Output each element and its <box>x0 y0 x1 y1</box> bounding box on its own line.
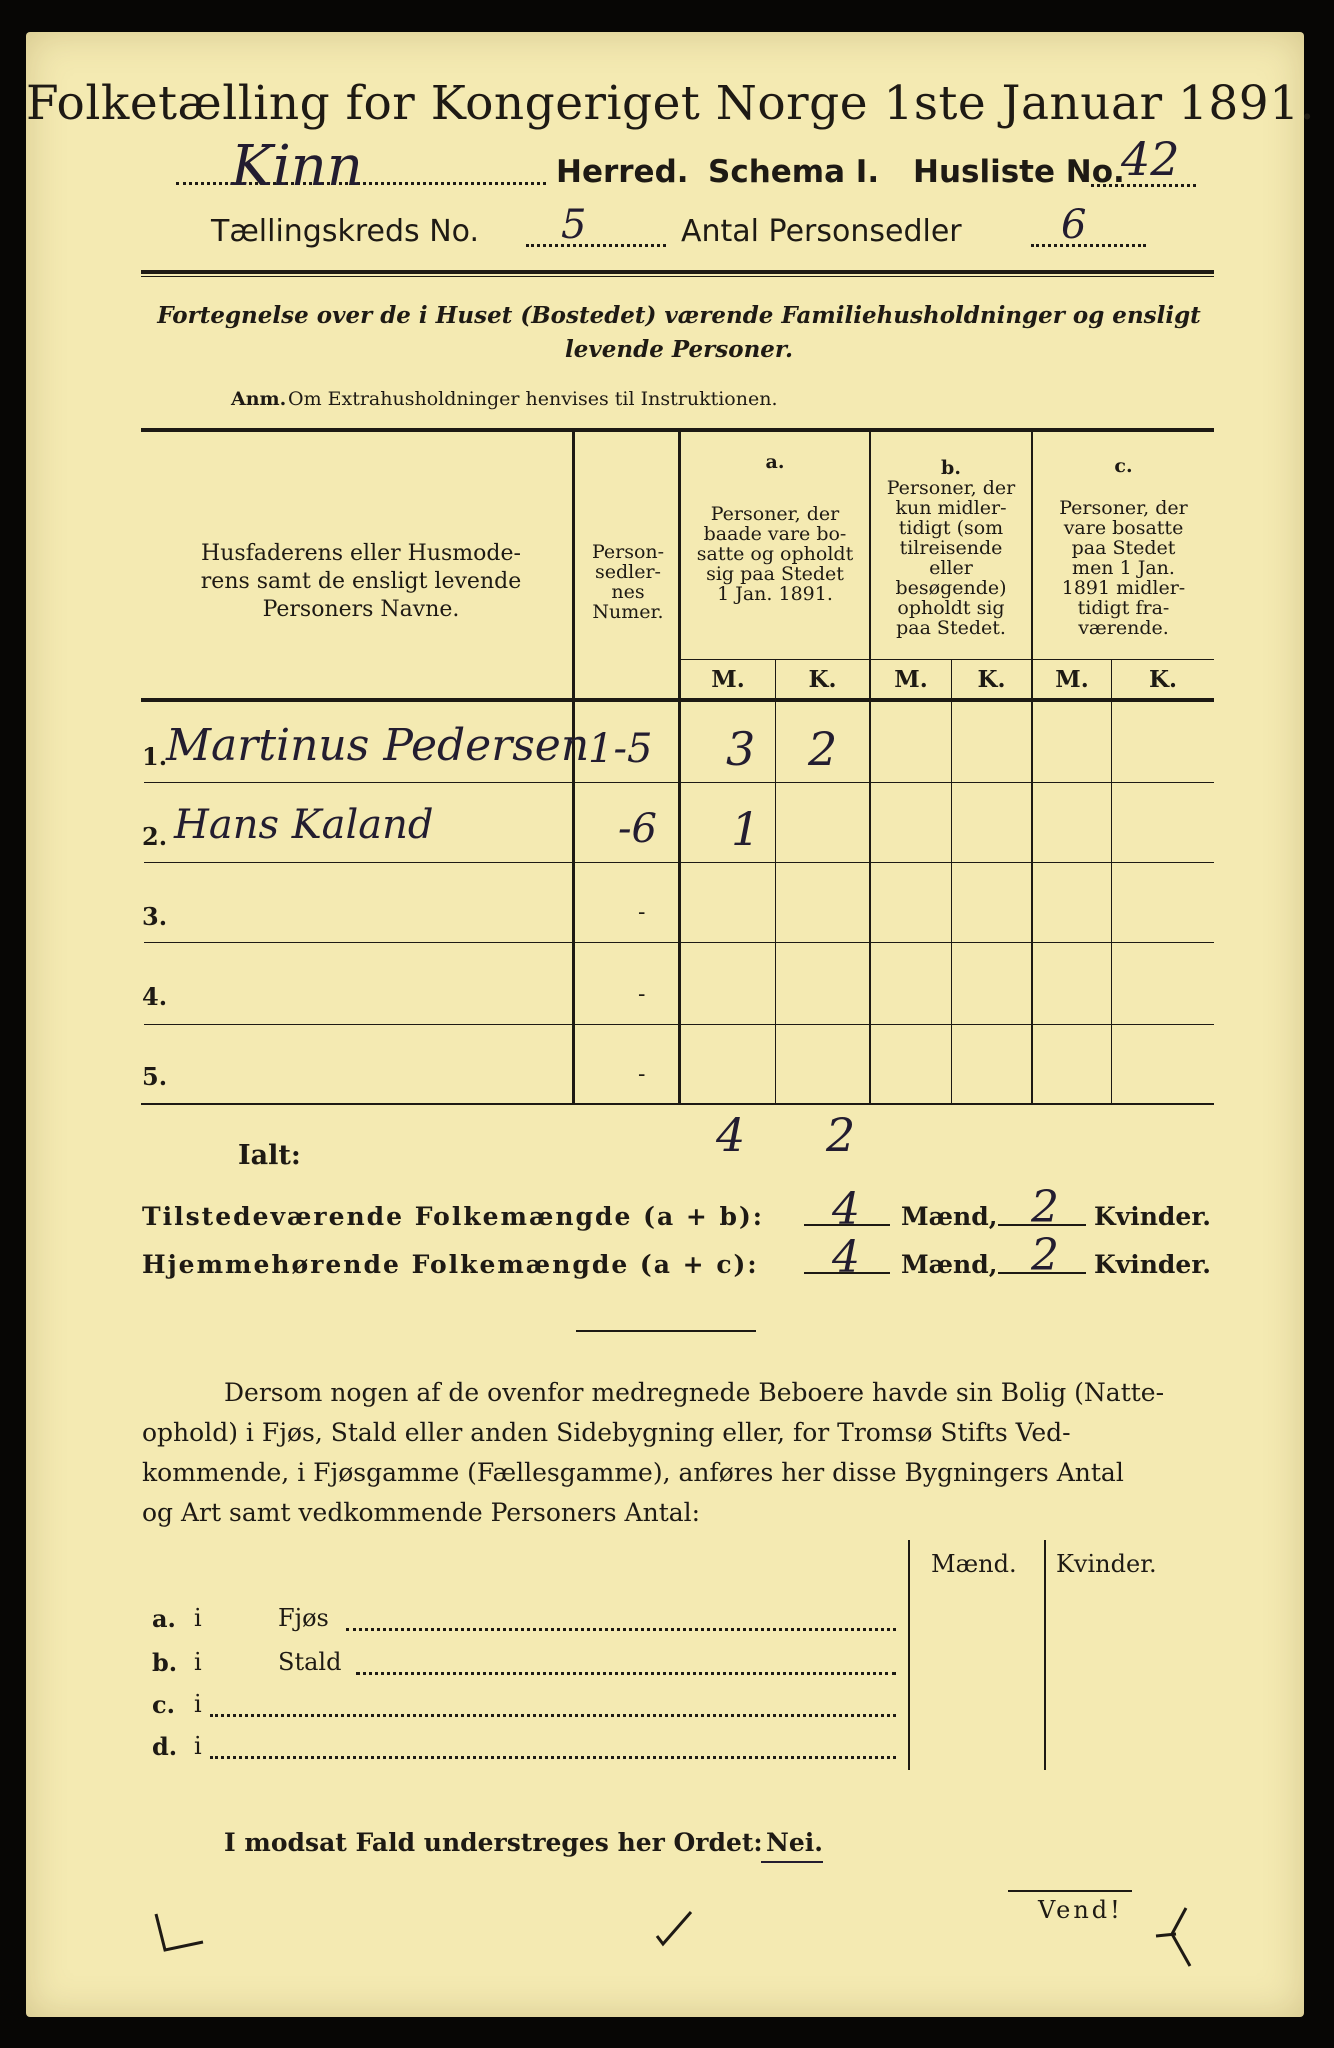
row-1-a-k: 2 <box>808 722 838 776</box>
herred-label: Herred. <box>556 154 689 190</box>
husliste-label: Husliste No. <box>913 154 1125 190</box>
vend-text: Vend! <box>1038 1896 1123 1924</box>
building-a-i: i <box>194 1604 202 1632</box>
building-c-dots <box>210 1714 896 1717</box>
paragraph-line-1: Dersom nogen af de ovenfor medregnede Beboere havde sin Bolig (Natte- <box>224 1378 1165 1407</box>
corner-ornament-left <box>151 1912 211 1962</box>
building-a-name: Fjøs <box>278 1604 329 1632</box>
col-divider-c-mk <box>1111 660 1112 1103</box>
buildings-kvinder-header: Kvinder. <box>1056 1550 1157 1578</box>
row-2-name: Hans Kaland <box>174 802 434 848</box>
row-4-number: 4. <box>142 982 168 1011</box>
col-divider-b-mk <box>951 660 952 1103</box>
census-form-sheet <box>26 32 1316 2017</box>
row-3-person-num: - <box>638 900 646 925</box>
subtitle-line2: levende Personer. <box>565 336 793 363</box>
anm-label: Anm. <box>231 388 287 410</box>
ialt-k: 2 <box>826 1108 856 1162</box>
paragraph-line-4: og Art samt vedkommende Personers Antal: <box>142 1498 701 1527</box>
building-b-i: i <box>194 1648 202 1676</box>
subtitle-line1: Fortegnelse over de i Huset (Bostedet) værende Familiehusholdninger og ensligt <box>157 302 1201 329</box>
nei-word: Nei. <box>766 1828 823 1857</box>
header-a-letter: a. <box>765 451 785 473</box>
building-b-letter: b. <box>152 1648 178 1677</box>
nei-underline <box>761 1861 823 1863</box>
modsat-text: I modsat Fald understreges her Ordet: <box>224 1828 763 1857</box>
header-b: Personer, der kun midler- tidigt (som tilreisende eller besøgende) opholdt sig paa Stedet. <box>886 477 1016 639</box>
ialt-label: Ialt: <box>238 1140 301 1171</box>
header-rule <box>141 270 1214 274</box>
header-c-letter: c. <box>1114 455 1133 477</box>
header-rule-thin <box>141 276 1214 277</box>
building-c-letter: c. <box>152 1690 175 1719</box>
row-5-person-num: - <box>638 1062 646 1087</box>
form-title: Folketælling for Kongeriget Norge 1ste Januar 1891. <box>26 76 1316 131</box>
row-1-person-num: 1-5 <box>588 726 653 772</box>
building-d-i: i <box>194 1732 202 1760</box>
col-divider-a-mk <box>775 660 776 1103</box>
tilst-kvinder: Kvinder. <box>1094 1202 1211 1231</box>
c-m-label: M. <box>1055 666 1089 693</box>
anm-text: Om Extrahusholdninger henvises til Instruktionen. <box>288 388 778 410</box>
schema-label: Schema I. <box>708 154 880 190</box>
b-k-label: K. <box>977 666 1006 693</box>
a-k-label: K. <box>808 666 837 693</box>
row-rule-3 <box>144 942 1214 943</box>
tilst-maend: Mænd, <box>901 1202 998 1231</box>
row-1-name: Martinus Pedersen <box>166 720 590 771</box>
kreds-dotted-line <box>526 244 666 247</box>
tilst-label: Tilstedeværende Folkemængde (a + b): <box>142 1202 765 1231</box>
hjem-maend: Mænd, <box>901 1250 998 1279</box>
antal-label: Antal Personsedler <box>681 214 962 249</box>
antal-value: 6 <box>1061 202 1087 248</box>
tilst-m: 4 <box>832 1184 860 1235</box>
row-1-number: 1. <box>142 742 168 771</box>
kreds-label: Tællingskreds No. <box>211 214 479 249</box>
row-2-person-num: -6 <box>618 806 657 852</box>
section-divider <box>576 1330 756 1332</box>
header-a: Personer, der baade vare bo- satte og opholdt sig paa Stedet 1 Jan. 1891. <box>696 503 854 605</box>
row-5-number: 5. <box>142 1062 168 1091</box>
buildings-maend-header: Mænd. <box>931 1550 1017 1578</box>
row-3-number: 3. <box>142 902 168 931</box>
building-a-dots <box>346 1628 896 1631</box>
building-d-letter: d. <box>152 1732 178 1761</box>
vend-rule <box>1008 1890 1132 1892</box>
row-rule-2 <box>144 862 1214 863</box>
ialt-m: 4 <box>716 1108 746 1162</box>
antal-dotted-line <box>1031 244 1146 247</box>
row-rule-1 <box>144 782 1214 783</box>
corner-ornament-right <box>1146 1904 1206 1974</box>
hjem-kvinder: Kvinder. <box>1094 1250 1211 1279</box>
header-names: Husfaderens eller Husmode- rens samt de ensligt levende Personers Navne. <box>200 541 522 622</box>
a-m-label: M. <box>711 666 745 693</box>
building-b-dots <box>356 1672 896 1675</box>
paragraph-line-2: ophold) i Fjøs, Stald eller anden Sidebygning eller, for Tromsø Stifts Ved- <box>142 1418 1071 1447</box>
hjem-m: 4 <box>832 1232 860 1283</box>
buildings-divider-2 <box>1044 1540 1046 1770</box>
corner-ornament-center <box>651 1908 701 1958</box>
table-bottom-rule <box>141 1103 1214 1105</box>
row-2-number: 2. <box>142 822 168 851</box>
c-k-label: K. <box>1149 666 1177 693</box>
building-c-i: i <box>194 1690 202 1718</box>
header-person-num: Person- sedler- nes Numer. <box>591 541 665 623</box>
hjem-label: Hjemmehørende Folkemængde (a + c): <box>142 1250 759 1279</box>
b-m-label: M. <box>894 666 928 693</box>
row-2-a-m: 1 <box>731 802 761 856</box>
hjem-k: 2 <box>1031 1230 1059 1281</box>
paragraph-line-3: kommende, i Fjøsgamme (Fællesgamme), anføres her disse Bygningers Antal <box>142 1458 1124 1487</box>
kreds-value: 5 <box>561 202 587 248</box>
row-4-person-num: - <box>638 982 646 1007</box>
header-b-letter: b. <box>941 457 961 479</box>
mk-header-rule <box>681 659 1214 660</box>
building-a-letter: a. <box>152 1604 176 1633</box>
herred-value: Kinn <box>231 134 363 199</box>
building-b-name: Stald <box>278 1648 342 1676</box>
building-d-dots <box>210 1756 896 1759</box>
row-1-a-m: 3 <box>726 722 756 776</box>
husliste-value: 42 <box>1121 132 1180 186</box>
buildings-divider-1 <box>908 1540 910 1770</box>
header-c: Personer, der vare bosatte paa Stedet men 1 Jan. 1891 midler- tidigt fra- værende. <box>1059 497 1188 639</box>
tilst-k: 2 <box>1031 1182 1059 1233</box>
row-rule-4 <box>144 1024 1214 1025</box>
